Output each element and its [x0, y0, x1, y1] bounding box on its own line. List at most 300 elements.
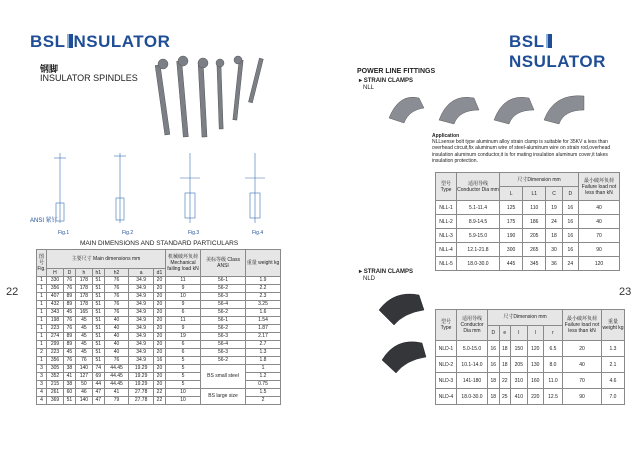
- table-row: [37, 325, 281, 333]
- nld-clamp-photo-1: [379, 294, 424, 325]
- page-title: INSULATOR SPINDLES: [40, 73, 138, 83]
- table-cell: 44.45: [104, 365, 129, 373]
- table-cell: 74: [92, 365, 104, 373]
- table-cell: 27.78: [129, 389, 154, 397]
- table-row: [37, 341, 281, 349]
- table-cell: 76: [63, 285, 75, 293]
- table-cell: 130: [527, 357, 543, 373]
- table-cell: 90: [563, 389, 602, 405]
- table-cell: 51: [92, 341, 104, 349]
- nll-clamp-photo-2: [439, 97, 479, 124]
- table-cell: 20: [153, 349, 165, 357]
- table-cell: 19.29: [129, 381, 154, 389]
- table-cell: 1.8: [246, 357, 281, 365]
- table-cell: 11.0: [544, 373, 563, 389]
- table-cell: 34.9: [129, 317, 154, 325]
- table-cell: 20: [153, 285, 165, 293]
- table-row: [37, 349, 281, 357]
- table-cell: 51: [92, 277, 104, 285]
- table-cell: 34.9: [129, 357, 154, 365]
- table-cell: 56-3: [201, 349, 246, 357]
- table-cell: 2: [37, 349, 47, 357]
- table-cell: 141-180: [457, 373, 488, 389]
- table-cell: NLD-2: [436, 357, 457, 373]
- table-cell: 76: [75, 357, 92, 365]
- table-cell: 2.1: [602, 357, 625, 373]
- table-row: [436, 357, 625, 373]
- table-cell: 18.0-30.0: [457, 389, 488, 405]
- table-cell: 1: [37, 277, 47, 285]
- table-cell: 6.5: [544, 341, 563, 357]
- table-cell: 299: [47, 341, 64, 349]
- table-cell: 9: [166, 325, 201, 333]
- table-cell: 120: [579, 257, 620, 271]
- table-cell: 44.45: [104, 373, 129, 381]
- table-cell: 300: [500, 243, 523, 257]
- table-cell: 150: [511, 341, 527, 357]
- table-cell: 45: [75, 349, 92, 357]
- nld-dim-subheader: l: [511, 325, 527, 341]
- table-cell: 11: [166, 317, 201, 325]
- table-cell: 1.9: [246, 277, 281, 285]
- table-cell: 20: [153, 333, 165, 341]
- table-row: [37, 357, 281, 365]
- table-cell: 56-3: [201, 333, 246, 341]
- table-cell: 6: [166, 309, 201, 317]
- insulator-logo-icon-right: [546, 34, 552, 48]
- table-cell: 10: [166, 397, 201, 405]
- table-cell: 7.0: [602, 389, 625, 405]
- table-cell: 34.9: [129, 333, 154, 341]
- nll-clamp-photo-4: [544, 96, 584, 124]
- nll-col-type: 型号 Type: [436, 173, 457, 201]
- table-cell: 41: [63, 373, 75, 381]
- table-cell: 40: [104, 341, 129, 349]
- table-cell: 343: [47, 309, 64, 317]
- table-cell: 356: [47, 285, 64, 293]
- table-cell: 140: [75, 397, 92, 405]
- table-cell: 16: [562, 229, 578, 243]
- table-cell: 20: [563, 341, 602, 357]
- nll-dim-subheader: L1: [523, 187, 546, 201]
- table-cell: 12.5: [544, 389, 563, 405]
- table-cell: 18: [499, 341, 511, 357]
- table-cell: 56-4: [201, 301, 246, 309]
- table-cell: 18: [488, 373, 500, 389]
- table-cell: 45: [75, 325, 92, 333]
- table-cell: 20: [153, 301, 165, 309]
- page-number-right: 23: [619, 286, 632, 298]
- table-cell: 69: [92, 373, 104, 381]
- table-cell: 5.1-11.4: [457, 201, 500, 215]
- table-cell: 45: [63, 349, 75, 357]
- nld-col-weight: 重量 weight kg: [602, 310, 625, 341]
- table-cell: 45: [63, 309, 75, 317]
- table-cell: 1: [37, 341, 47, 349]
- nll-dim-subheader: L: [500, 187, 523, 201]
- table-cell: 47: [92, 397, 104, 405]
- spindle-photo-3: [198, 63, 207, 137]
- nld-col-fail: 最小破坏负荷 Failure load not less than kN: [563, 310, 602, 341]
- table-cell: 76: [104, 293, 129, 301]
- dim-subheader: a: [129, 269, 154, 277]
- table-cell: 16: [562, 215, 578, 229]
- table-cell: 220: [527, 389, 543, 405]
- table-cell: 76: [104, 277, 129, 285]
- table-cell: 5: [166, 373, 201, 381]
- table-cell: 20: [153, 341, 165, 349]
- section1-code: NLL: [363, 85, 375, 91]
- table-cell: 51: [92, 301, 104, 309]
- spindle-photo-6: [248, 58, 263, 103]
- table-row: [37, 365, 281, 373]
- table-cell: 45: [75, 333, 92, 341]
- table-cell: 20: [153, 317, 165, 325]
- col-fig: 图号 Fig.: [37, 250, 47, 277]
- table-cell: 90: [579, 243, 620, 257]
- table-cell: 51: [92, 285, 104, 293]
- table-cell: 2: [246, 397, 281, 405]
- table-cell: 70: [563, 373, 602, 389]
- table-cell: 198: [47, 317, 64, 325]
- spindle-table: [36, 249, 281, 405]
- table-cell: 56-1: [201, 277, 246, 285]
- table-cell: 5: [166, 357, 201, 365]
- table-cell: 6: [166, 349, 201, 357]
- table-cell: 89: [63, 293, 75, 301]
- page-number-left: 22: [6, 286, 19, 298]
- col-class: 美标等级 Class ANSI: [201, 250, 246, 277]
- table-cell: 76: [104, 357, 129, 365]
- table-cell: 30: [546, 243, 562, 257]
- class-note-cell: BS large size: [201, 389, 246, 405]
- nll-dim-subheader: C: [546, 187, 562, 201]
- fig-label-1: Fig.1: [58, 230, 70, 236]
- table-cell: NLL-5: [436, 257, 457, 271]
- table-cell: 51: [92, 309, 104, 317]
- ansi-label: ANSI 紧钉: [30, 218, 58, 224]
- table-cell: 40: [104, 317, 129, 325]
- nll-clamp-photo-1: [389, 97, 424, 123]
- table-cell: 36: [546, 257, 562, 271]
- table-cell: 41: [104, 389, 129, 397]
- table-cell: 40: [104, 325, 129, 333]
- table-cell: 10: [166, 293, 201, 301]
- arrow-icon: ▸: [359, 78, 364, 84]
- table-row: [436, 243, 620, 257]
- table-cell: 2.3: [246, 293, 281, 301]
- table-cell: 40: [563, 357, 602, 373]
- table-cell: 265: [523, 243, 546, 257]
- table-cell: 20: [153, 309, 165, 317]
- table-cell: 22: [153, 397, 165, 405]
- table-cell: 1: [37, 357, 47, 365]
- table-cell: 140: [75, 365, 92, 373]
- table-cell: 120: [527, 341, 543, 357]
- table-cell: 9: [166, 301, 201, 309]
- nll-table: [435, 172, 620, 271]
- section-main-title: POWER LINE FITTINGS: [357, 68, 436, 75]
- table-cell: 125: [500, 201, 523, 215]
- table-cell: 178: [75, 301, 92, 309]
- table-cell: 175: [500, 215, 523, 229]
- table-cell: 45: [75, 317, 92, 325]
- table-cell: 3: [37, 381, 47, 389]
- table-cell: 76: [63, 357, 75, 365]
- table-cell: 51: [92, 349, 104, 357]
- table-cell: 5: [166, 381, 201, 389]
- nld-col-cond: 适用导线 Conductor Dia mm: [457, 310, 488, 341]
- spindle-photos: [150, 55, 270, 150]
- dim-subheader: h1: [92, 269, 104, 277]
- table-cell: 352: [47, 373, 64, 381]
- table-cell: 24: [546, 215, 562, 229]
- table-cell: 178: [75, 293, 92, 301]
- table-cell: 274: [47, 333, 64, 341]
- dim-subheader: d1: [153, 269, 165, 277]
- table-cell: 2.17: [246, 333, 281, 341]
- table-cell: 34.9: [129, 309, 154, 317]
- nld-col-type: 型号 Type: [436, 310, 457, 341]
- table-cell: 76: [63, 317, 75, 325]
- table-cell: 1: [37, 301, 47, 309]
- table-row: [37, 285, 281, 293]
- brand-logo-right: BSLNSULATOR: [509, 32, 606, 71]
- table-cell: 89: [63, 341, 75, 349]
- table-cell: 330: [47, 277, 64, 285]
- application-text: NLLsense bolt type aluminum alloy strain clamp is suitable for 35KV a less than overhead circuit,fix aluminum wire of steel-aluminum wire on strain rod,overhead insulation aluminum conductor,it is for mating insulation aluminum cover,it takes insulation protection.: [432, 139, 611, 164]
- table-cell: 44: [92, 381, 104, 389]
- table-cell: 19: [546, 201, 562, 215]
- table-cell: 20: [153, 365, 165, 373]
- spindle-photo-4: [217, 63, 223, 129]
- table-cell: 16: [153, 357, 165, 365]
- nll-col-dim: 尺寸Dimension mm: [500, 173, 579, 187]
- table-cell: 1: [246, 365, 281, 373]
- table-cell: 1.5: [246, 389, 281, 397]
- table-cell: 1: [37, 317, 47, 325]
- page-title-cn: 钢脚: [40, 64, 59, 74]
- table-cell: 44.45: [104, 381, 129, 389]
- table-cell: 127: [75, 373, 92, 381]
- nld-dim-subheader: l: [527, 325, 543, 341]
- table-cell: NLD-4: [436, 389, 457, 405]
- table-cell: 51: [92, 293, 104, 301]
- table-cell: 1.3: [246, 349, 281, 357]
- nll-clamp-photo-3: [494, 97, 534, 124]
- spindle-photo-5: [233, 60, 243, 120]
- table-cell: 3: [37, 365, 47, 373]
- table-cell: 2.2: [246, 285, 281, 293]
- table-cell: 27.78: [129, 397, 154, 405]
- table-cell: 10: [166, 389, 201, 397]
- table-cell: 1.87: [246, 325, 281, 333]
- table-row: [436, 257, 620, 271]
- table-cell: 2.7: [246, 341, 281, 349]
- table-cell: 18.0-30.0: [457, 257, 500, 271]
- table-cell: NLL-1: [436, 201, 457, 215]
- table-cell: 38: [63, 365, 75, 373]
- table-cell: 40: [104, 349, 129, 357]
- dim-subheader: H: [47, 269, 64, 277]
- nll-col-cond: 适用导线 Conductor Dia mm: [457, 173, 500, 201]
- table-cell: 8.0: [544, 357, 563, 373]
- table-cell: 20: [153, 381, 165, 389]
- table-row: [37, 309, 281, 317]
- table-cell: 22: [153, 389, 165, 397]
- table-row: [436, 229, 620, 243]
- table-cell: 345: [523, 257, 546, 271]
- table-cell: 19: [166, 333, 201, 341]
- table-cell: 56-2: [201, 285, 246, 293]
- table-cell: 1.3: [602, 341, 625, 357]
- table-cell: 40: [579, 215, 620, 229]
- arrow-icon-2: ▸: [359, 269, 364, 275]
- table-cell: 1: [37, 333, 47, 341]
- table-cell: 178: [75, 277, 92, 285]
- nld-col-dim: 尺寸Dimension mm: [488, 310, 563, 326]
- table-cell: 19.29: [129, 373, 154, 381]
- table-cell: 20: [153, 277, 165, 285]
- nld-clamp-photos: [374, 285, 429, 395]
- table-cell: 34.9: [129, 293, 154, 301]
- table-cell: NLL-2: [436, 215, 457, 229]
- table-cell: 18: [546, 229, 562, 243]
- table-cell: 47: [92, 389, 104, 397]
- table-cell: 18: [488, 389, 500, 405]
- nld-dim-subheader: r: [544, 325, 563, 341]
- nld-dim-subheader: D: [488, 325, 500, 341]
- table-cell: 56-3: [201, 293, 246, 301]
- col-main-dim: 主要尺寸 Main dimensions mm: [47, 250, 166, 269]
- table-row: [436, 341, 625, 357]
- table-cell: 305: [47, 365, 64, 373]
- table-cell: 12.1-21.8: [457, 243, 500, 257]
- table-cell: NLL-3: [436, 229, 457, 243]
- table-cell: 34.9: [129, 341, 154, 349]
- table-cell: 40: [579, 201, 620, 215]
- insulator-logo-icon: [67, 34, 73, 48]
- table-cell: 51: [63, 397, 75, 405]
- table-cell: 3.25: [246, 301, 281, 309]
- table-row: [37, 333, 281, 341]
- table-cell: 5.9-15.0: [457, 229, 500, 243]
- table-cell: 1: [37, 309, 47, 317]
- fig-label-2: Fig.2: [122, 230, 134, 236]
- table-cell: 56-4: [201, 341, 246, 349]
- table-cell: 1.54: [246, 317, 281, 325]
- table-cell: 18: [499, 357, 511, 373]
- table-cell: 205: [511, 357, 527, 373]
- table-row: [37, 293, 281, 301]
- table-cell: 34.9: [129, 301, 154, 309]
- nll-col-fail: 最小破坏负荷 Failure load not less than kN: [579, 173, 620, 201]
- table-cell: 19.29: [129, 365, 154, 373]
- table-cell: 186: [523, 215, 546, 229]
- right-page: [319, 0, 638, 451]
- table-cell: NLD-3: [436, 373, 457, 389]
- table-cell: 16: [562, 201, 578, 215]
- dim-subheader: h2: [104, 269, 129, 277]
- table-cell: 178: [75, 285, 92, 293]
- table-cell: 34.9: [129, 349, 154, 357]
- table-cell: 9: [166, 285, 201, 293]
- table-cell: 89: [63, 301, 75, 309]
- table-cell: 0.75: [246, 381, 281, 389]
- table-cell: 45: [75, 341, 92, 349]
- table-cell: 51: [92, 357, 104, 365]
- application-heading: Application: [432, 133, 460, 139]
- table-cell: 110: [523, 201, 546, 215]
- table-cell: 89: [63, 333, 75, 341]
- nll-dim-subheader: D: [562, 187, 578, 201]
- nld-table: [435, 309, 625, 405]
- table-row: [37, 317, 281, 325]
- table-row: [436, 373, 625, 389]
- table-title: MAIN DIMENSIONS AND STANDARD PARTICULARS: [80, 240, 239, 247]
- table-cell: 4: [37, 389, 47, 397]
- table-row: [436, 201, 620, 215]
- table-cell: 38: [63, 381, 75, 389]
- table-cell: 56-2: [201, 357, 246, 365]
- table-cell: 76: [104, 309, 129, 317]
- spindle-photo-2: [177, 61, 189, 137]
- table-cell: 20: [153, 373, 165, 381]
- table-cell: 76: [104, 285, 129, 293]
- table-cell: 60: [63, 389, 75, 397]
- table-cell: 24: [562, 257, 578, 271]
- table-cell: 369: [47, 397, 64, 405]
- fig-label-4: Fig.4: [252, 230, 264, 236]
- table-cell: 1.6: [246, 309, 281, 317]
- dim-subheader: D: [63, 269, 75, 277]
- table-cell: 190: [500, 229, 523, 243]
- table-cell: 407: [47, 293, 64, 301]
- brand-logo: BSL NSULATOR: [30, 32, 171, 51]
- table-cell: 1.2: [246, 373, 281, 381]
- table-cell: 56-2: [201, 325, 246, 333]
- dim-subheader: h: [75, 269, 92, 277]
- table-cell: 356: [47, 357, 64, 365]
- table-cell: 4: [37, 397, 47, 405]
- table-cell: 3: [37, 373, 47, 381]
- table-cell: 5: [166, 365, 201, 373]
- table-cell: 16: [488, 357, 500, 373]
- table-cell: 432: [47, 301, 64, 309]
- table-cell: 1: [37, 293, 47, 301]
- nld-clamp-photo-2: [382, 342, 426, 373]
- table-cell: 1: [37, 325, 47, 333]
- table-cell: 76: [63, 277, 75, 285]
- section2-title: ▸ STRAIN CLAMPS: [359, 269, 414, 275]
- table-cell: 79: [104, 397, 129, 405]
- table-cell: 261: [47, 389, 64, 397]
- table-cell: 160: [527, 373, 543, 389]
- table-cell: 34.9: [129, 325, 154, 333]
- table-cell: 46: [75, 389, 92, 397]
- table-cell: 410: [511, 389, 527, 405]
- table-cell: 223: [47, 349, 64, 357]
- table-cell: 20: [153, 293, 165, 301]
- nld-dim-subheader: e: [499, 325, 511, 341]
- table-cell: 223: [47, 325, 64, 333]
- table-cell: 76: [63, 325, 75, 333]
- table-cell: 445: [500, 257, 523, 271]
- col-load: 机械破坏负荷 Mechanical failing load kN: [166, 250, 201, 277]
- table-cell: 5.0-15.0: [457, 341, 488, 357]
- table-cell: 56-1: [201, 317, 246, 325]
- table-cell: 11: [166, 277, 201, 285]
